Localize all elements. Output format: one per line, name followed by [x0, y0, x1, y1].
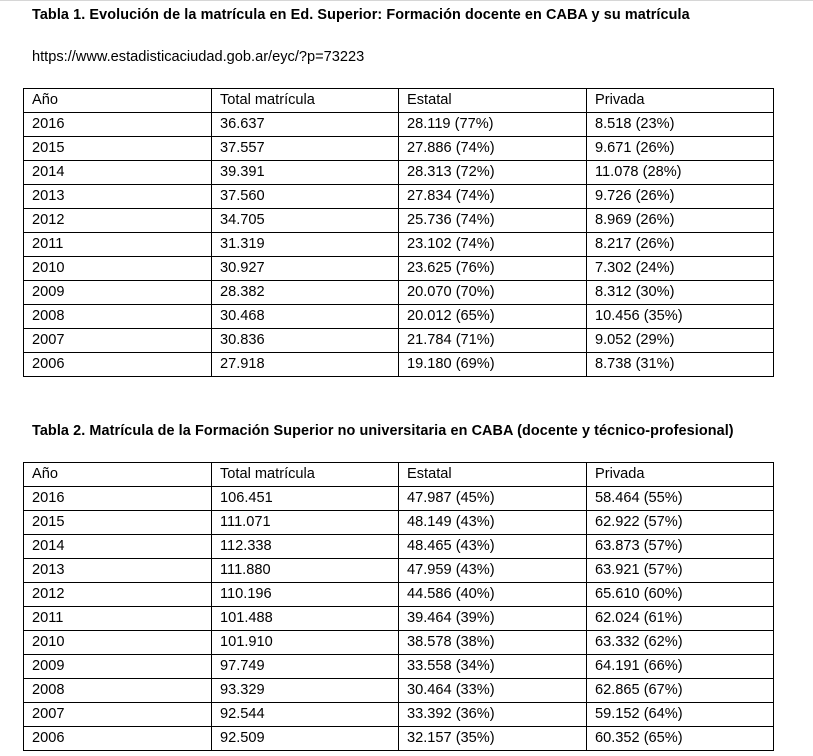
table-row: [24, 185, 774, 209]
table-row: [24, 113, 774, 137]
cell-total: 112.338: [212, 535, 399, 559]
cell-private: 9.671 (26%): [587, 137, 774, 161]
cell-total: 106.451: [212, 487, 399, 511]
table-2-body: [24, 463, 774, 751]
cell-private: 65.610 (60%): [587, 583, 774, 607]
cell-state: 33.558 (34%): [399, 655, 587, 679]
cell-private: 9.052 (29%): [587, 329, 774, 353]
cell-year: 2013: [24, 185, 212, 209]
cell-total: 110.196: [212, 583, 399, 607]
cell-year: 2012: [24, 209, 212, 233]
cell-year: 2009: [24, 281, 212, 305]
cell-private: 60.352 (65%): [587, 727, 774, 751]
cell-total: 111.880: [212, 559, 399, 583]
cell-state: 19.180 (69%): [399, 353, 587, 377]
cell-state: 32.157 (35%): [399, 727, 587, 751]
table-row: [24, 727, 774, 751]
table-row: [24, 583, 774, 607]
cell-year: 2007: [24, 703, 212, 727]
table-header-row: [24, 463, 774, 487]
cell-private: 58.464 (55%): [587, 487, 774, 511]
cell-private: 8.738 (31%): [587, 353, 774, 377]
cell-year: 2011: [24, 607, 212, 631]
cell-private: 59.152 (64%): [587, 703, 774, 727]
cell-state: 25.736 (74%): [399, 209, 587, 233]
cell-state: 28.119 (77%): [399, 113, 587, 137]
cell-private: 7.302 (24%): [587, 257, 774, 281]
cell-private: 64.191 (66%): [587, 655, 774, 679]
header-cell-total: Total matrícula: [212, 89, 399, 113]
cell-private: 63.873 (57%): [587, 535, 774, 559]
header-cell-year: Año: [24, 463, 212, 487]
table-row: [24, 511, 774, 535]
cell-total: 101.910: [212, 631, 399, 655]
header-cell-private: Privada: [587, 89, 774, 113]
header-cell-state: Estatal: [399, 463, 587, 487]
cell-year: 2010: [24, 631, 212, 655]
table-row: [24, 487, 774, 511]
cell-year: 2009: [24, 655, 212, 679]
cell-private: 62.865 (67%): [587, 679, 774, 703]
cell-private: 8.312 (30%): [587, 281, 774, 305]
cell-total: 30.927: [212, 257, 399, 281]
table-row: [24, 607, 774, 631]
table-1: [23, 88, 774, 377]
table-row: [24, 281, 774, 305]
cell-total: 28.382: [212, 281, 399, 305]
cell-year: 2006: [24, 727, 212, 751]
cell-year: 2008: [24, 679, 212, 703]
cell-total: 39.391: [212, 161, 399, 185]
cell-state: 23.102 (74%): [399, 233, 587, 257]
cell-total: 93.329: [212, 679, 399, 703]
table-row: [24, 559, 774, 583]
cell-total: 34.705: [212, 209, 399, 233]
cell-state: 28.313 (72%): [399, 161, 587, 185]
cell-total: 92.509: [212, 727, 399, 751]
table-row: [24, 233, 774, 257]
cell-state: 27.834 (74%): [399, 185, 587, 209]
table-1-body: [24, 89, 774, 377]
cell-total: 30.836: [212, 329, 399, 353]
cell-total: 36.637: [212, 113, 399, 137]
window-top-edge: [0, 0, 813, 1]
table-1-title: Tabla 1. Evolución de la matrícula en Ed. Superior: Formación docente en CABA y su matrícula: [32, 7, 690, 23]
cell-year: 2008: [24, 305, 212, 329]
cell-year: 2015: [24, 137, 212, 161]
table-row: [24, 631, 774, 655]
cell-private: 63.921 (57%): [587, 559, 774, 583]
cell-state: 27.886 (74%): [399, 137, 587, 161]
cell-total: 27.918: [212, 353, 399, 377]
cell-state: 20.070 (70%): [399, 281, 587, 305]
cell-state: 23.625 (76%): [399, 257, 587, 281]
table-row: [24, 161, 774, 185]
cell-year: 2010: [24, 257, 212, 281]
cell-year: 2012: [24, 583, 212, 607]
cell-state: 44.586 (40%): [399, 583, 587, 607]
table-row: [24, 305, 774, 329]
table-row: [24, 703, 774, 727]
table-row: [24, 329, 774, 353]
header-cell-total: Total matrícula: [212, 463, 399, 487]
table-row: [24, 535, 774, 559]
cell-state: 47.987 (45%): [399, 487, 587, 511]
cell-state: 48.149 (43%): [399, 511, 587, 535]
table-row: [24, 137, 774, 161]
cell-private: 10.456 (35%): [587, 305, 774, 329]
table-row: [24, 655, 774, 679]
cell-year: 2013: [24, 559, 212, 583]
header-cell-private: Privada: [587, 463, 774, 487]
cell-private: 8.969 (26%): [587, 209, 774, 233]
source-url[interactable]: https://www.estadisticaciudad.gob.ar/eyc/?p=73223: [32, 49, 365, 65]
cell-private: 62.024 (61%): [587, 607, 774, 631]
cell-total: 111.071: [212, 511, 399, 535]
cell-state: 33.392 (36%): [399, 703, 587, 727]
cell-total: 97.749: [212, 655, 399, 679]
cell-state: 47.959 (43%): [399, 559, 587, 583]
table-row: [24, 353, 774, 377]
cell-total: 101.488: [212, 607, 399, 631]
cell-private: 11.078 (28%): [587, 161, 774, 185]
cell-private: 8.518 (23%): [587, 113, 774, 137]
cell-state: 39.464 (39%): [399, 607, 587, 631]
cell-year: 2011: [24, 233, 212, 257]
cell-year: 2016: [24, 487, 212, 511]
cell-total: 37.557: [212, 137, 399, 161]
cell-state: 38.578 (38%): [399, 631, 587, 655]
table-row: [24, 679, 774, 703]
table-row: [24, 209, 774, 233]
cell-private: 62.922 (57%): [587, 511, 774, 535]
table-2: [23, 462, 774, 751]
cell-private: 9.726 (26%): [587, 185, 774, 209]
cell-state: 30.464 (33%): [399, 679, 587, 703]
table-2-title: Tabla 2. Matrícula de la Formación Superior no universitaria en CABA (docente y técnico-profesional): [32, 423, 734, 439]
cell-state: 48.465 (43%): [399, 535, 587, 559]
table-header-row: [24, 89, 774, 113]
cell-year: 2015: [24, 511, 212, 535]
cell-year: 2007: [24, 329, 212, 353]
cell-total: 37.560: [212, 185, 399, 209]
cell-private: 63.332 (62%): [587, 631, 774, 655]
cell-year: 2006: [24, 353, 212, 377]
cell-year: 2016: [24, 113, 212, 137]
cell-private: 8.217 (26%): [587, 233, 774, 257]
cell-total: 30.468: [212, 305, 399, 329]
cell-total: 92.544: [212, 703, 399, 727]
table-row: [24, 257, 774, 281]
cell-total: 31.319: [212, 233, 399, 257]
cell-year: 2014: [24, 161, 212, 185]
header-cell-state: Estatal: [399, 89, 587, 113]
header-cell-year: Año: [24, 89, 212, 113]
cell-state: 21.784 (71%): [399, 329, 587, 353]
cell-state: 20.012 (65%): [399, 305, 587, 329]
cell-year: 2014: [24, 535, 212, 559]
